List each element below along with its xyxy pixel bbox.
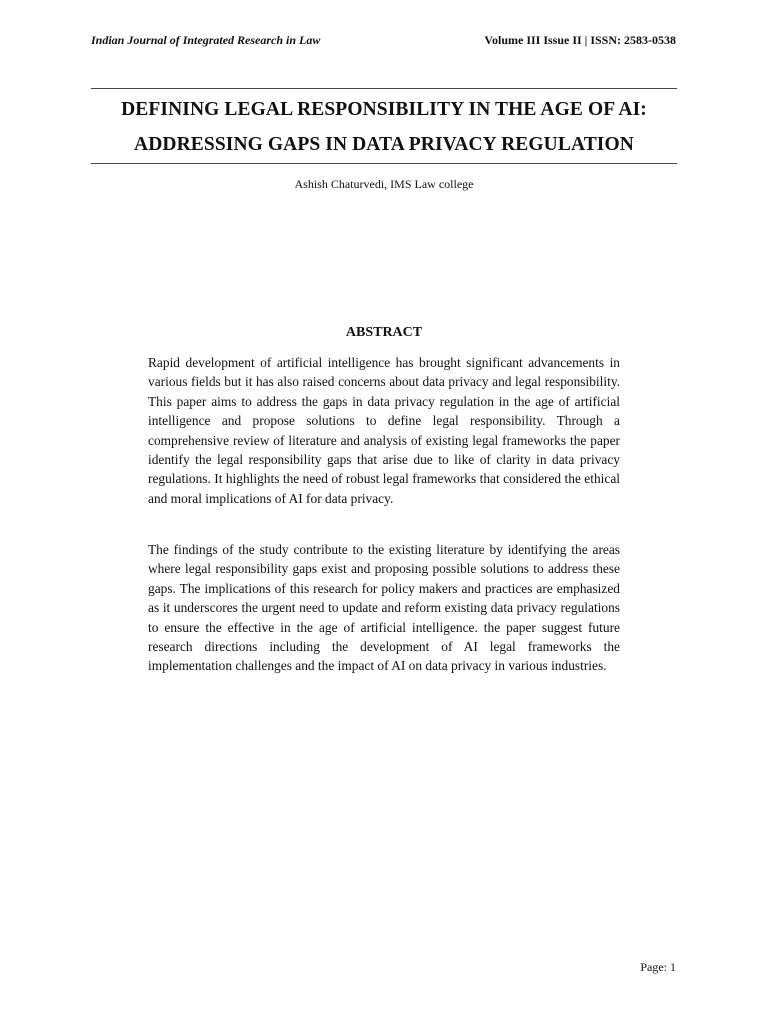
author-affiliation: Ashish Chaturvedi, IMS Law college [294,177,474,191]
abstract-paragraph: The findings of the study contribute to the existing literature by identifying the areas where legal responsibility gaps exist and proposing possible solutions to address these gaps. The implications of this research for policy makers and practices are emphasized as it underscores the urgent need to update and reform existing data privacy regulations to ensure the effective in the age of artificial intelligence. the paper suggest future research directions including the development of AI legal frameworks the implementation challenges and the impact of AI on data privacy in various industries. [148,542,620,674]
abstract-paragraph-2-block [148,540,620,676]
title-line-2: ADDRESSING GAPS IN DATA PRIVACY REGULATION [134,134,634,155]
abstract-paragraph-1-block [148,353,620,508]
abstract-paragraph: Rapid development of artificial intelligence has brought significant advancements in various fields but it has also raised concerns about data privacy and legal responsibility. This paper aims to address the gaps in data privacy regulation in the age of artificial intelligence and propose solutions to define legal responsibility. Through a comprehensive review of literature and analysis of existing legal frameworks the paper identify the legal responsibility gaps that arise due to like of clarity in data privacy regulations. It highlights the need of robust legal frameworks that considered the ethical and moral implications of AI for data privacy. [148,355,620,506]
title-top-rule [91,88,677,89]
volume-issn: Volume III Issue II | ISSN: 2583-0538 [484,33,676,47]
page-number: Page: 1 [640,960,676,974]
title-bottom-rule [91,163,677,164]
journal-name: Indian Journal of Integrated Research in Law [91,33,321,47]
paper-title [80,92,688,162]
running-header [91,33,676,51]
abstract-heading: ABSTRACT [345,325,423,340]
title-line-1: DEFINING LEGAL RESPONSIBILITY IN THE AGE OF AI: [121,99,647,120]
